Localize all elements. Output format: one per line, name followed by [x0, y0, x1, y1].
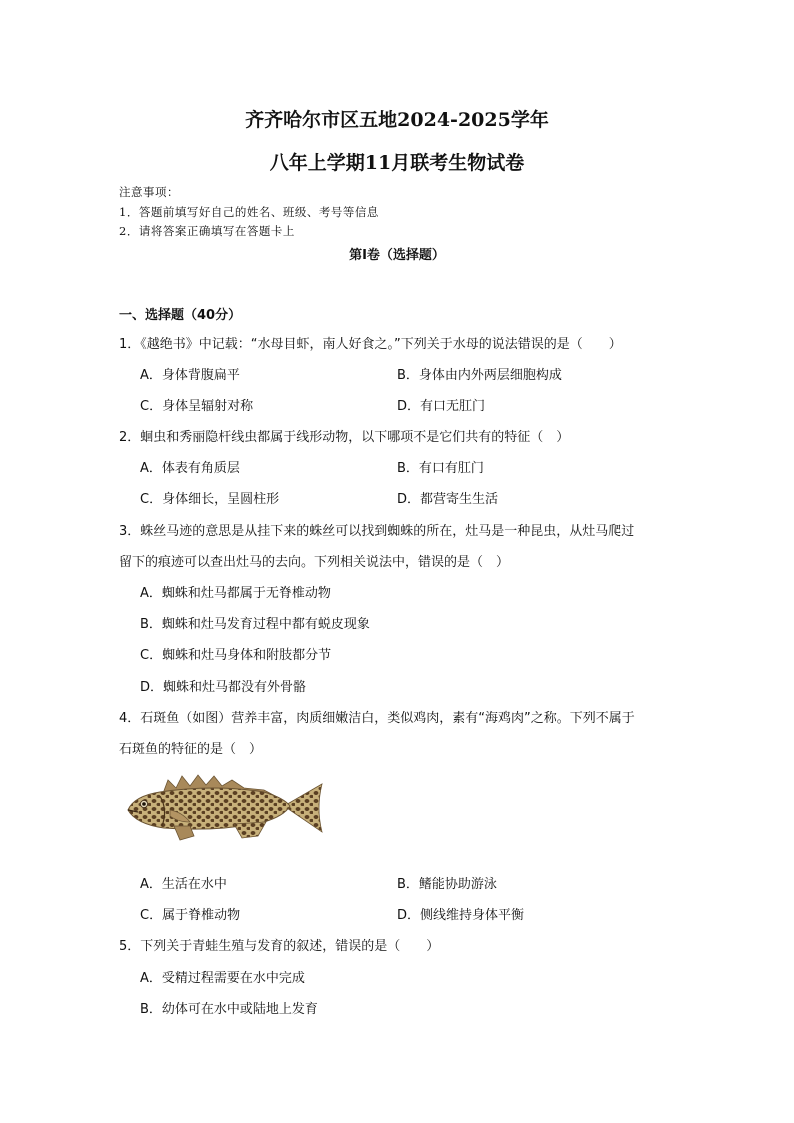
question-1-option-b: B．身体由内外两层细胞构成: [397, 368, 562, 383]
question-3-stem-line2: 留下的痕迹可以查出灶马的去向。下列相关说法中，错误的是（ ）: [119, 555, 510, 570]
part1-title: 一、选择题（40分）: [119, 308, 242, 323]
question-4-option-d: D．侧线维持身体平衡: [397, 908, 525, 923]
notice-item-1: 1．答题前填写好自己的姓名、班级、考号等信息: [119, 205, 379, 219]
question-1-option-c: C．身体呈辐射对称: [140, 399, 254, 414]
exam-title-line2: 八年上学期11月联考生物试卷: [269, 152, 525, 174]
question-1-option-a: A．身体背腹扁平: [140, 368, 240, 383]
question-4-option-b: B．鳍能协助游泳: [397, 877, 497, 892]
question-2-option-c: C．身体细长，呈圆柱形: [140, 492, 280, 507]
volume-title: 第I卷（选择题）: [349, 248, 445, 263]
question-3-option-d: D．蜘蛛和灶马都没有外骨骼: [140, 680, 307, 695]
question-4-stem-line2: 石斑鱼的特征的是（ ）: [119, 742, 263, 757]
question-3-option-b: B．蜘蛛和灶马发育过程中都有蜕皮现象: [140, 617, 370, 632]
question-1-option-d: D．有口无肛门: [397, 399, 486, 414]
question-2-stem: 2．蛔虫和秀丽隐杆线虫都属于线形动物，以下哪项不是它们共有的特征（ ）: [119, 430, 570, 445]
question-4-option-a: A．生活在水中: [140, 877, 227, 892]
notice-item-2: 2．请将答案正确填写在答题卡上: [119, 224, 295, 238]
question-5-option-a: A．受精过程需要在水中完成: [140, 971, 305, 986]
question-5-stem: 5．下列关于青蛙生殖与发育的叙述，错误的是（ ）: [119, 939, 440, 954]
question-4-stem-line1: 4．石斑鱼（如图）营养丰富，肉质细嫩洁白，类似鸡肉，素有“海鸡肉”之称。下列不属于: [119, 711, 635, 726]
question-5-option-b: B．幼体可在水中或陆地上发育: [140, 1002, 318, 1017]
question-2-option-a: A．体表有角质层: [140, 461, 240, 476]
question-1-stem: 1．《越绝书》中记载：“水母目虾，南人好食之。”下列关于水母的说法错误的是（ ）: [119, 337, 622, 352]
exam-title-line1: 齐齐哈尔市区五地2024-2025学年: [245, 109, 549, 131]
question-3-stem-line1: 3．蛛丝马迹的意思是从挂下来的蛛丝可以找到蜘蛛的所在，灶马是一种昆虫，从灶马爬过: [119, 524, 635, 539]
grouper-fish-image: [124, 766, 324, 846]
question-3-option-c: C．蜘蛛和灶马身体和附肢都分节: [140, 648, 332, 663]
question-2-option-b: B．有口有肛门: [397, 461, 484, 476]
question-4-option-c: C．属于脊椎动物: [140, 908, 241, 923]
notice-heading: 注意事项：: [119, 185, 179, 199]
question-2-option-d: D．都营寄生生活: [397, 492, 499, 507]
question-3-option-a: A．蜘蛛和灶马都属于无脊椎动物: [140, 586, 331, 601]
